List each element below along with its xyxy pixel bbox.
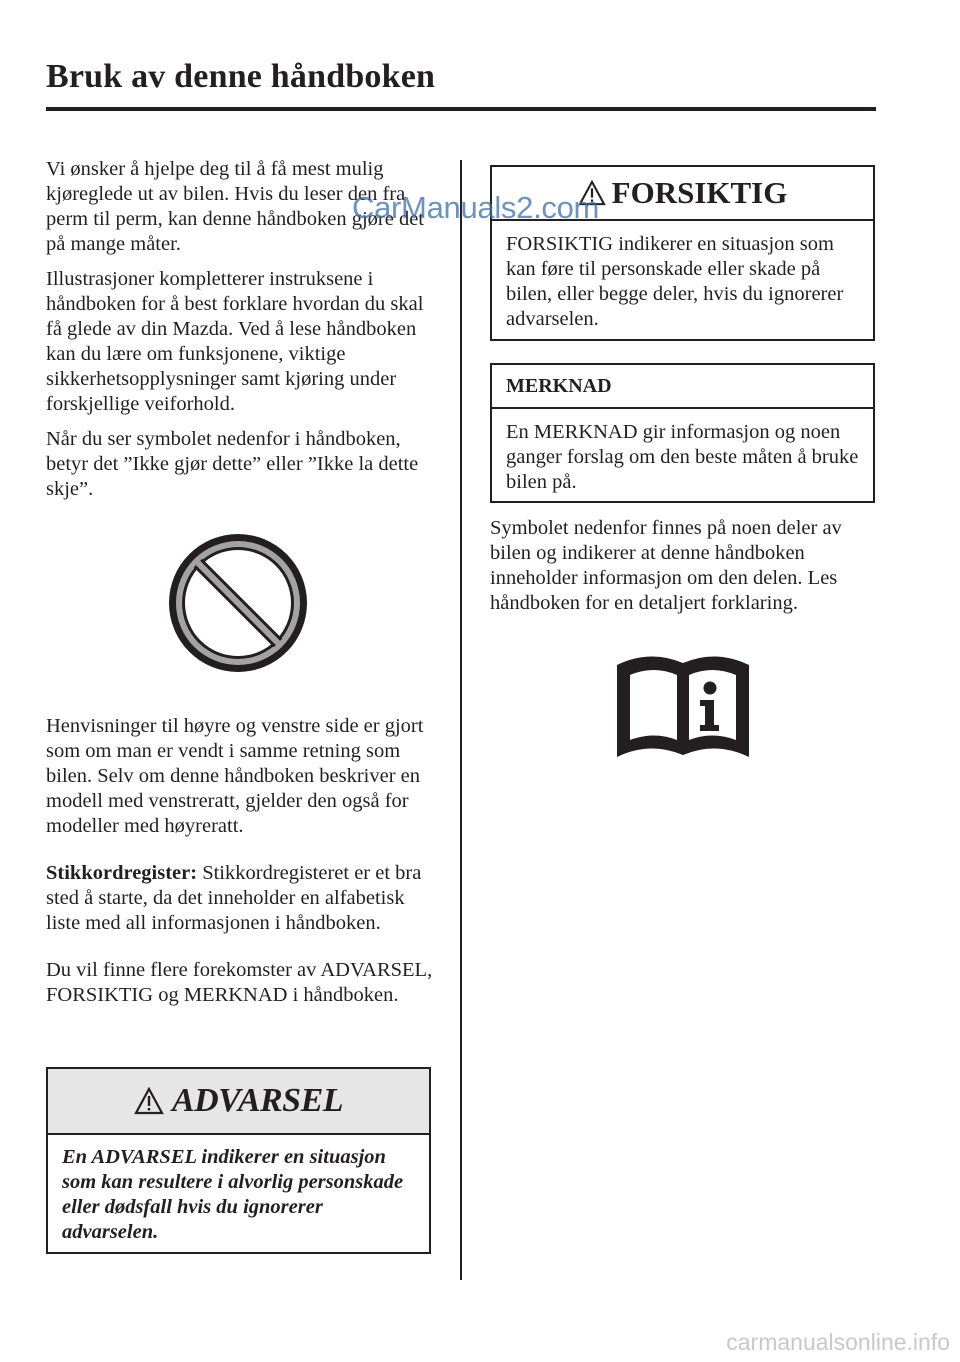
prohibition-figure: [46, 502, 438, 714]
intro-paragraph: Vi ønsker å hjelpe deg til å få mest mulig kjøreglede ut av bilen. Hvis du leser den fra perm til perm, kan denne håndboken gjøre det på mange måter.: [46, 158, 424, 255]
caution-heading: FORSIKTIG: [611, 175, 788, 210]
note-body: En MERKNAD gir informasjon og noen ganger forslag om den beste måten å bruke bilen på.: [506, 421, 859, 493]
column-divider: [460, 160, 462, 1280]
manual-symbol-paragraph: Symbolet nedenfor finnes på noen deler av bilen og indikerer at denne håndboken inneholder informasjon om den delen. Les håndboken for en detaljert forklaring.: [490, 517, 842, 614]
note-header: [492, 365, 873, 409]
note-box: [490, 363, 875, 503]
illustrations-paragraph: Illustrasjoner kompletterer instruksene i håndboken for å best forklare hvordan du skal få glede av din Mazda. Ved å lese håndboken kan du lære om funksjonene, viktige sikkerhetsopplysninger samt kjøring under forskjellige veiforhold.: [46, 268, 424, 415]
index-label: Stikkordregister:: [46, 862, 198, 884]
footer-url: carmanualsonline.info: [726, 1329, 950, 1355]
prohibition-icon: [165, 530, 311, 676]
page-title: Bruk av denne håndboken: [46, 58, 436, 95]
manual-info-icon: [614, 645, 752, 759]
title-rule: [46, 107, 876, 111]
warning-heading: ADVARSEL: [171, 1082, 344, 1119]
warning-triangle-icon: [134, 1087, 164, 1115]
index-text: Stikkordregisteret er et bra sted å starte, da det inneholder en alfabetisk liste med all informasjonen i håndboken.: [46, 862, 422, 934]
watermark: CarManuals2.com: [352, 190, 600, 225]
note-heading: MERKNAD: [506, 374, 612, 397]
occurrences-paragraph: Du vil finne flere forekomster av ADVARSEL, FORSIKTIG og MERKNAD i håndboken.: [46, 959, 433, 1006]
warning-header: [48, 1069, 429, 1135]
right-column: [490, 516, 882, 616]
caution-body: FORSIKTIG indikerer en situasjon som kan føre til personskade eller skade på bilen, eller begge deler, hvis du ignorerer advarselen.: [506, 233, 844, 330]
symbol-paragraph: Når du ser symbolet nedenfor i håndboken, betyr det ”Ikke gjør dette” eller ”Ikke la dette skje”.: [46, 428, 419, 500]
direction-paragraph: Henvisninger til høyre og venstre side er gjort som om man er vendt i samme retning som bilen. Selv om denne håndboken beskriver en modell med venstreratt, gjelder den også for modeller med høyreratt.: [46, 715, 424, 837]
warning-body: En ADVARSEL indikerer en situasjon som kan resultere i alvorlig personskade eller dødsfall hvis du ignorerer advarselen.: [62, 1146, 404, 1243]
left-column: [46, 157, 438, 1008]
index-paragraph: [46, 861, 438, 936]
warning-box: [46, 1067, 431, 1254]
